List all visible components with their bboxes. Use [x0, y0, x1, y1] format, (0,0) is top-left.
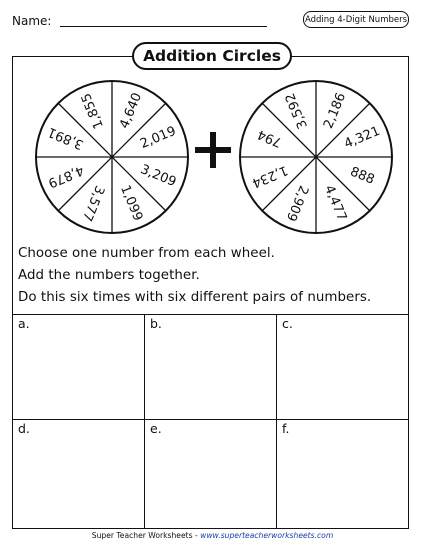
wheel-number: 1,234	[249, 162, 290, 191]
name-label: Name:	[12, 14, 52, 28]
wheel-number: 3,209	[138, 162, 179, 191]
answer-box-b[interactable]	[145, 315, 277, 420]
topic-badge: Adding 4-Digit Numbers	[303, 11, 409, 28]
instruction-3: Do this six times with six different pairs of numbers.	[18, 290, 372, 305]
right-number-wheel	[236, 77, 396, 237]
answer-label: c.	[282, 316, 293, 331]
answer-grid	[13, 314, 408, 529]
name-line[interactable]	[60, 26, 267, 27]
footer	[0, 531, 425, 540]
answer-box-d[interactable]	[13, 420, 145, 529]
wheel-number: 4,321	[342, 123, 383, 152]
wheel-number: 4,640	[117, 90, 146, 131]
answer-label: d.	[18, 421, 30, 436]
answer-box-f[interactable]	[277, 420, 408, 529]
wheel-number: 3,891	[45, 123, 86, 152]
instruction-1: Choose one number from each wheel.	[18, 246, 275, 261]
footer-site-name: Super Teacher Worksheets -	[91, 531, 201, 540]
answer-label: e.	[150, 421, 162, 436]
left-number-wheel	[32, 77, 192, 237]
answer-label: b.	[150, 316, 162, 331]
wheel-number: 2,019	[138, 123, 179, 152]
answer-box-c[interactable]	[277, 315, 408, 420]
plus-icon	[195, 132, 231, 168]
wheel-number: 2,909	[282, 183, 311, 224]
worksheet-title: Addition Circles	[132, 42, 292, 70]
answer-box-a[interactable]	[13, 315, 145, 420]
instruction-2: Add the numbers together.	[18, 268, 200, 283]
wheel-number: 4,879	[45, 162, 86, 191]
wheel-number: 1,855	[78, 90, 107, 131]
wheel-number: 1,099	[117, 183, 146, 224]
wheel-number: 888	[347, 164, 377, 188]
wheel-number: 3,577	[78, 183, 107, 224]
wheel-number: 4,477	[321, 183, 350, 224]
wheel-number: 2,186	[321, 90, 350, 131]
answer-box-e[interactable]	[145, 420, 277, 529]
footer-url[interactable]: www.superteacherworksheets.com	[200, 531, 334, 540]
wheel-number: 794	[255, 126, 285, 150]
wheel-number: 3,592	[282, 90, 311, 131]
answer-label: a.	[18, 316, 30, 331]
answer-label: f.	[282, 421, 290, 436]
